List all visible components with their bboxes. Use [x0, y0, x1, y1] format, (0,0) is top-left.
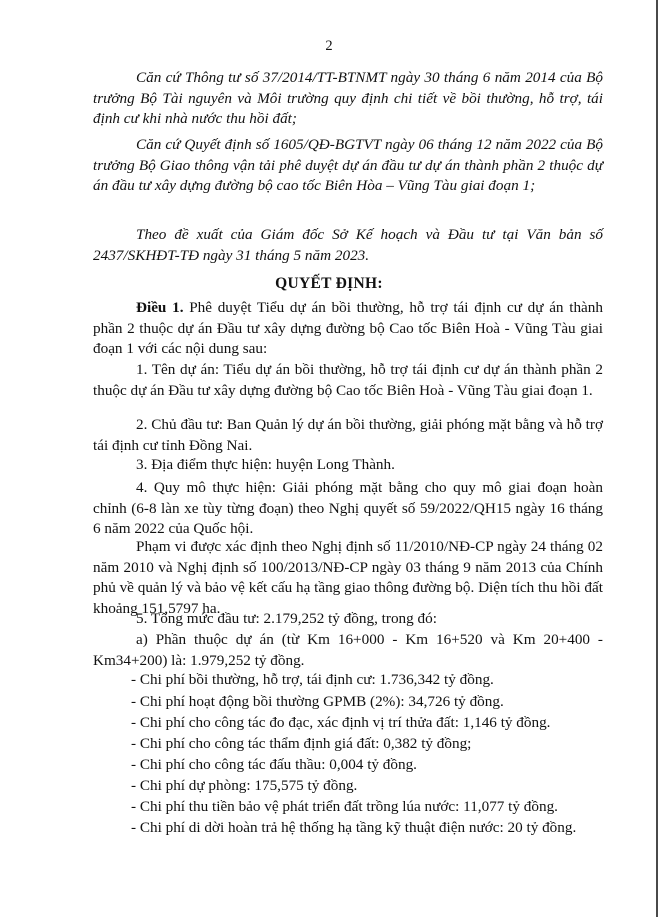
- item-project-part: a) Phần thuộc dự án (từ Km 16+000 - Km 16+520 và Km 20+400 - Km34+200) là: 1.979,252 tỷ đồng.: [93, 631, 603, 669]
- item-scale: 4. Quy mô thực hiện: Giải phóng mặt bằng cho quy mô giai đoạn hoàn chỉnh (6-8 làn xe tùy từng đoạn) theo Nghị quyết số 59/2022/QH15 ngày 16 tháng 6 năm 2022 của Quốc hội.: [93, 479, 603, 537]
- cost-compensation: - Chi phí bồi thường, hỗ trợ, tái định cư: 1.736,342 tỷ đồng.: [131, 671, 494, 688]
- item-investor: 2. Chủ đầu tư: Ban Quản lý dự án bồi thường, giải phóng mặt bằng và hỗ trợ tái định cư tỉnh Đồng Nai.: [93, 416, 603, 454]
- page-number: 2: [325, 38, 333, 54]
- preamble-decision-1605: Căn cứ Quyết định số 1605/QĐ-BGTVT ngày 06 tháng 12 năm 2022 của Bộ trưởng Bộ Giao thông vận tải phê duyệt dự án đầu tư dự án thành phần 2 thuộc dự án đầu tư xây dựng đường bộ cao tốc Biên Hòa – Vũng Tàu giai đoạn 1;: [93, 136, 603, 194]
- item-project-name: 1. Tên dự án: Tiểu dự án bồi thường, hỗ trợ tái định cư dự án thành phần 2 thuộc dự án Đầu tư xây dựng đường bộ Cao tốc Biên Hoà - Vũng Tàu giai đoạn 1.: [93, 361, 603, 399]
- cost-bidding: - Chi phí cho công tác đấu thầu: 0,004 tỷ đồng.: [131, 756, 417, 773]
- article-1-text: Phê duyệt Tiểu dự án bồi thường, hỗ trợ tái định cư dự án thành phần 2 thuộc dự án Đầu tư xây dựng đường bộ Cao tốc Biên Hoà - Vũng Tàu giai đoạn 1 với các nội dung sau:: [93, 299, 603, 357]
- article-1: [93, 298, 603, 360]
- item-total-investment: 5. Tổng mức đầu tư: 2.179,252 tỷ đồng, trong đó:: [136, 610, 437, 627]
- cost-land-appraisal: - Chi phí cho công tác thẩm định giá đất: 0,382 tỷ đồng;: [131, 735, 472, 752]
- preamble-circular-37: Căn cứ Thông tư số 37/2014/TT-BTNMT ngày 30 tháng 6 năm 2014 của Bộ trưởng Bộ Tài nguyên và Môi trường quy định chi tiết về bồi thường, hỗ trợ, tái định cư khi nhà nước thu hồi đất;: [93, 69, 603, 127]
- cost-utility-relocation: - Chi phí di dời hoàn trả hệ thống hạ tầng kỹ thuật điện nước: 20 tỷ đồng.: [131, 819, 577, 836]
- item-location: 3. Địa điểm thực hiện: huyện Long Thành.: [136, 456, 395, 473]
- cost-contingency: - Chi phí dự phòng: 175,575 tỷ đồng.: [131, 777, 358, 794]
- decision-heading: QUYẾT ĐỊNH:: [275, 275, 383, 292]
- item-scope: Phạm vi được xác định theo Nghị định số 11/2010/NĐ-CP ngày 24 tháng 02 năm 2010 và Nghị định số 100/2013/NĐ-CP ngày 03 tháng 9 năm 2013 của Chính phủ về quản lý và bảo vệ kết cấu hạ tầng giao thông đường bộ. Diện tích thu hồi đất khoảng 151,5797 ha.: [93, 538, 603, 617]
- cost-rice-land: - Chi phí thu tiền bảo vệ phát triển đất trồng lúa nước: 11,077 tỷ đồng.: [131, 798, 558, 815]
- article-1-label: Điều 1.: [136, 299, 184, 316]
- cost-survey: - Chi phí cho công tác đo đạc, xác định vị trí thửa đất: 1,146 tỷ đồng.: [131, 714, 551, 731]
- preamble-proposal: Theo đề xuất của Giám đốc Sở Kế hoạch và Đầu tư tại Văn bản số 2437/SKHĐT-TĐ ngày 31 tháng 5 năm 2023.: [93, 226, 603, 264]
- cost-gpmb-activity: - Chi phí hoạt động bồi thường GPMB (2%): 34,726 tỷ đồng.: [131, 693, 504, 710]
